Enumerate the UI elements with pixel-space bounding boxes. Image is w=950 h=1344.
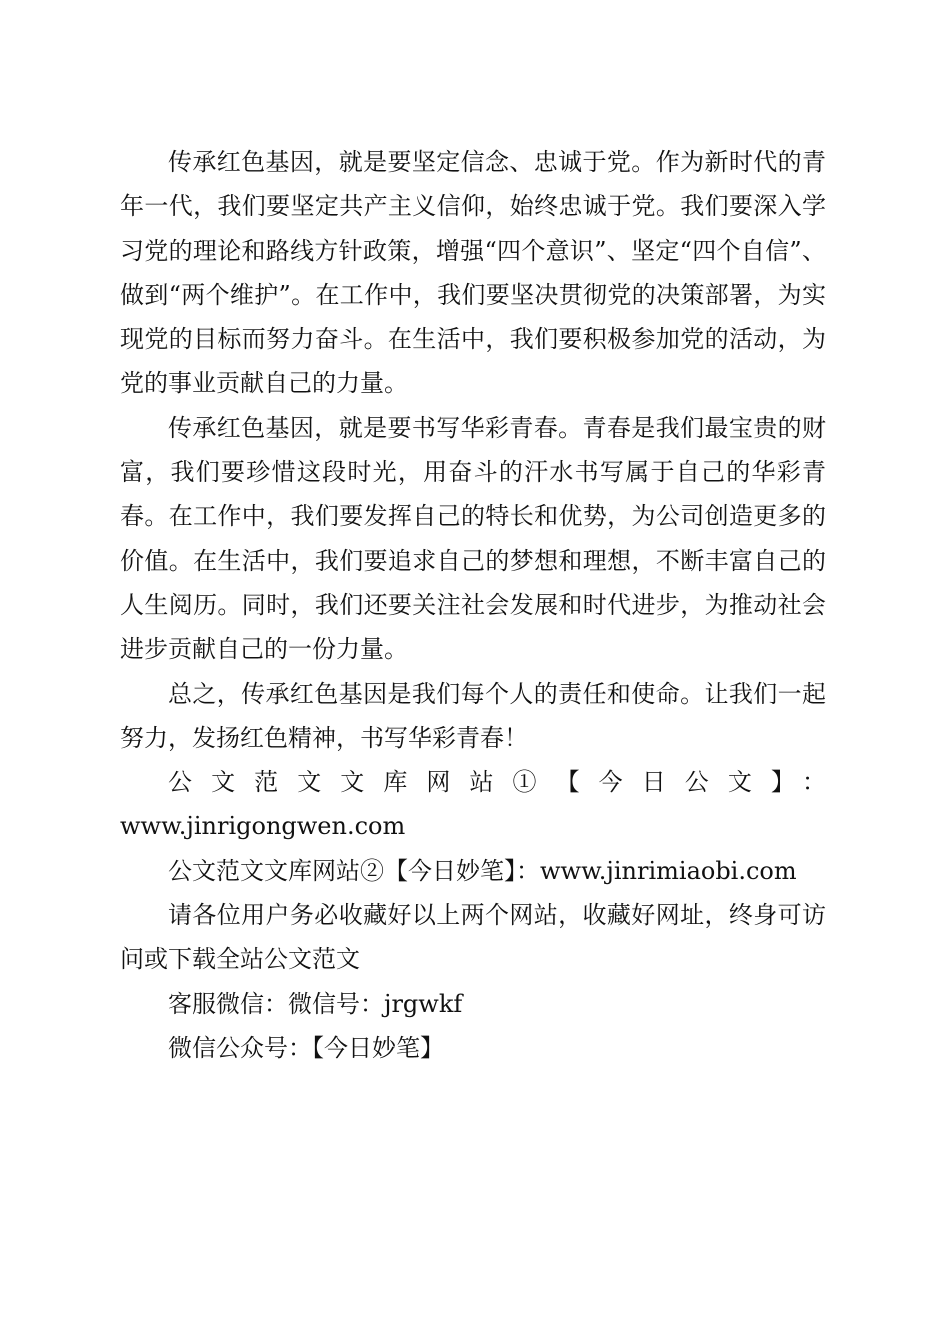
- paragraph-3: 总之，传承红色基因是我们每个人的责任和使命。让我们一起努力，发扬红色精神，书写华彩青春！: [120, 679, 826, 752]
- paragraph-1: 传承红色基因，就是要坚定信念、忠诚于党。作为新时代的青年一代，我们要坚定共产主义信仰，始终忠诚于党。我们要深入学习党的理论和路线方针政策，增强“四个意识”、坚定“四个自信”、做到“两个维护”。在工作中，我们要坚决贯彻党的决策部署，为实现党的目标而努力奋斗。在生活中，我们要积极参加党的活动，为党的事业贡献自己的力量。: [120, 148, 826, 398]
- footer-official-account: 微信公众号：【今日妙笔】: [168, 1033, 444, 1062]
- footer-notice: 请各位用户务必收藏好以上两个网站，收藏好网址，终身可访问或下载全站公文范文: [120, 901, 826, 974]
- footer-site2: 公文范文文库网站②【今日妙笔】：www.jinrimiaobi.com: [168, 856, 797, 885]
- footer-service-wechat: 客服微信：微信号：jrgwkf: [168, 989, 463, 1018]
- footer-site1-label: 公文范文文库网站①【今日公文】：: [168, 768, 826, 797]
- document-body: [120, 140, 826, 1070]
- footer-site1-url: www.jinrigongwen.com: [120, 812, 406, 841]
- paragraph-2: 传承红色基因，就是要书写华彩青春。青春是我们最宝贵的财富，我们要珍惜这段时光，用奋斗的汗水书写属于自己的华彩青春。在工作中，我们要发挥自己的特长和优势，为公司创造更多的价值。在生活中，我们要追求自己的梦想和理想，不断丰富自己的人生阅历。同时，我们还要关注社会发展和时代进步，为推动社会进步贡献自己的一份力量。: [120, 413, 826, 664]
